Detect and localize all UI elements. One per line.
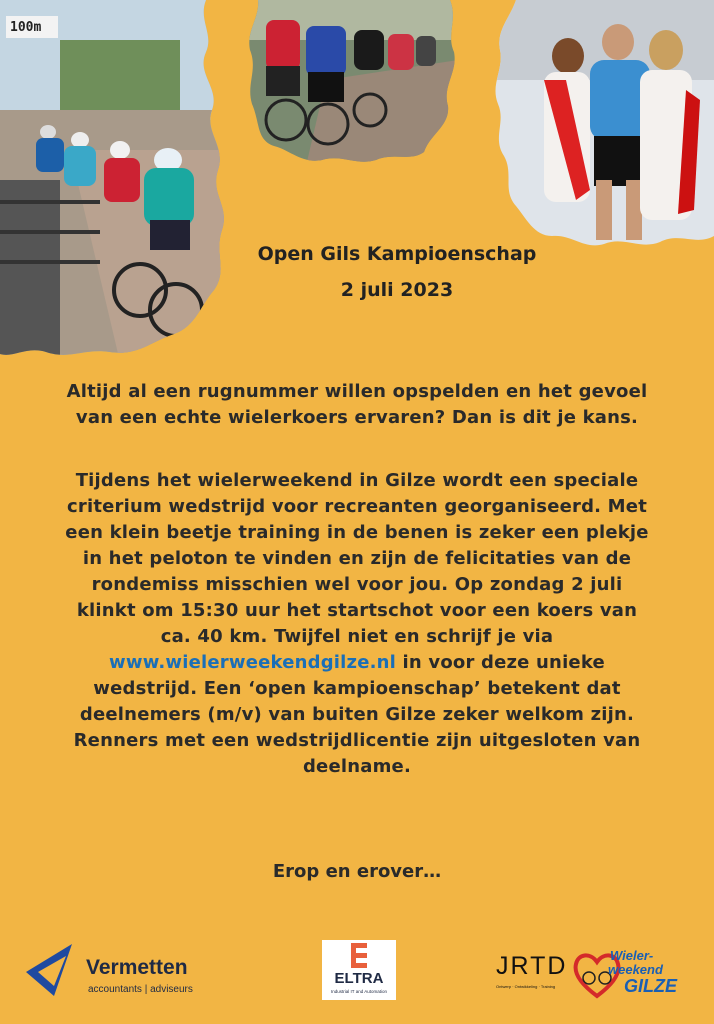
vermetten-name: Vermetten bbox=[86, 956, 188, 979]
wielerweekend-line2: weekend bbox=[608, 962, 663, 977]
page-title: Open Gils Kampioenschap bbox=[257, 243, 537, 265]
distance-sign: 100m bbox=[10, 20, 42, 35]
event-date: 2 juli 2023 bbox=[340, 279, 454, 301]
sponsor-wielerweekend-logo bbox=[572, 948, 690, 1000]
wielerweekend-line1: Wieler- bbox=[610, 948, 654, 963]
jrtd-name: JRTD bbox=[496, 952, 568, 980]
closing-line: Erop en erover… bbox=[272, 861, 442, 882]
vermetten-tagline: accountants | adviseurs bbox=[88, 984, 193, 995]
jrtd-tagline: Ontwerp · Ontwikkeling · Training bbox=[496, 984, 556, 989]
peloton-photo bbox=[246, 0, 458, 166]
race-photo-left bbox=[0, 0, 232, 362]
sponsor-eltra-logo bbox=[322, 940, 396, 1000]
sponsor-jrtd-logo bbox=[496, 952, 568, 996]
eltra-tagline: Industrial IT and Automation bbox=[331, 989, 387, 994]
eltra-icon bbox=[349, 943, 369, 969]
eltra-name: ELTRA bbox=[334, 970, 384, 987]
details-text-before-link: Tijdens het wielerweekend in Gilze wordt een speciale criterium wedstrijd voor recreanten georganiseerd. Met een klein beetje training in de benen is zeker een plekje in het peloton te vinden en zijn de felicitaties van de rondemiss misschien wel voor jou. Op zondag 2 juli klinkt om 15:30 uur het startschot voor een koers van ca. 40 km. Twijfel niet en schrijf je via bbox=[65, 470, 649, 647]
details-text-after-link: in voor deze unieke wedstrijd. Een ‘open kampioenschap’ betekent dat deelnemers (m/v) van buiten Gilze zeker welkom zijn. Renners met een wedstrijdlicentie zijn uitgesloten van deelname. bbox=[73, 652, 641, 777]
intro-paragraph: Altijd al een rugnummer willen opspelden en het gevoel van een echte wielerkoers ervaren? Dan is dit je kans. bbox=[66, 381, 648, 428]
sponsor-vermetten-logo bbox=[24, 942, 224, 1002]
details-paragraph bbox=[60, 468, 654, 780]
podium-photo bbox=[490, 0, 714, 250]
wielerweekend-line3: GILZE bbox=[624, 976, 677, 996]
registration-link[interactable]: www.wielerweekendgilze.nl bbox=[109, 652, 397, 673]
vermetten-icon bbox=[24, 942, 78, 998]
